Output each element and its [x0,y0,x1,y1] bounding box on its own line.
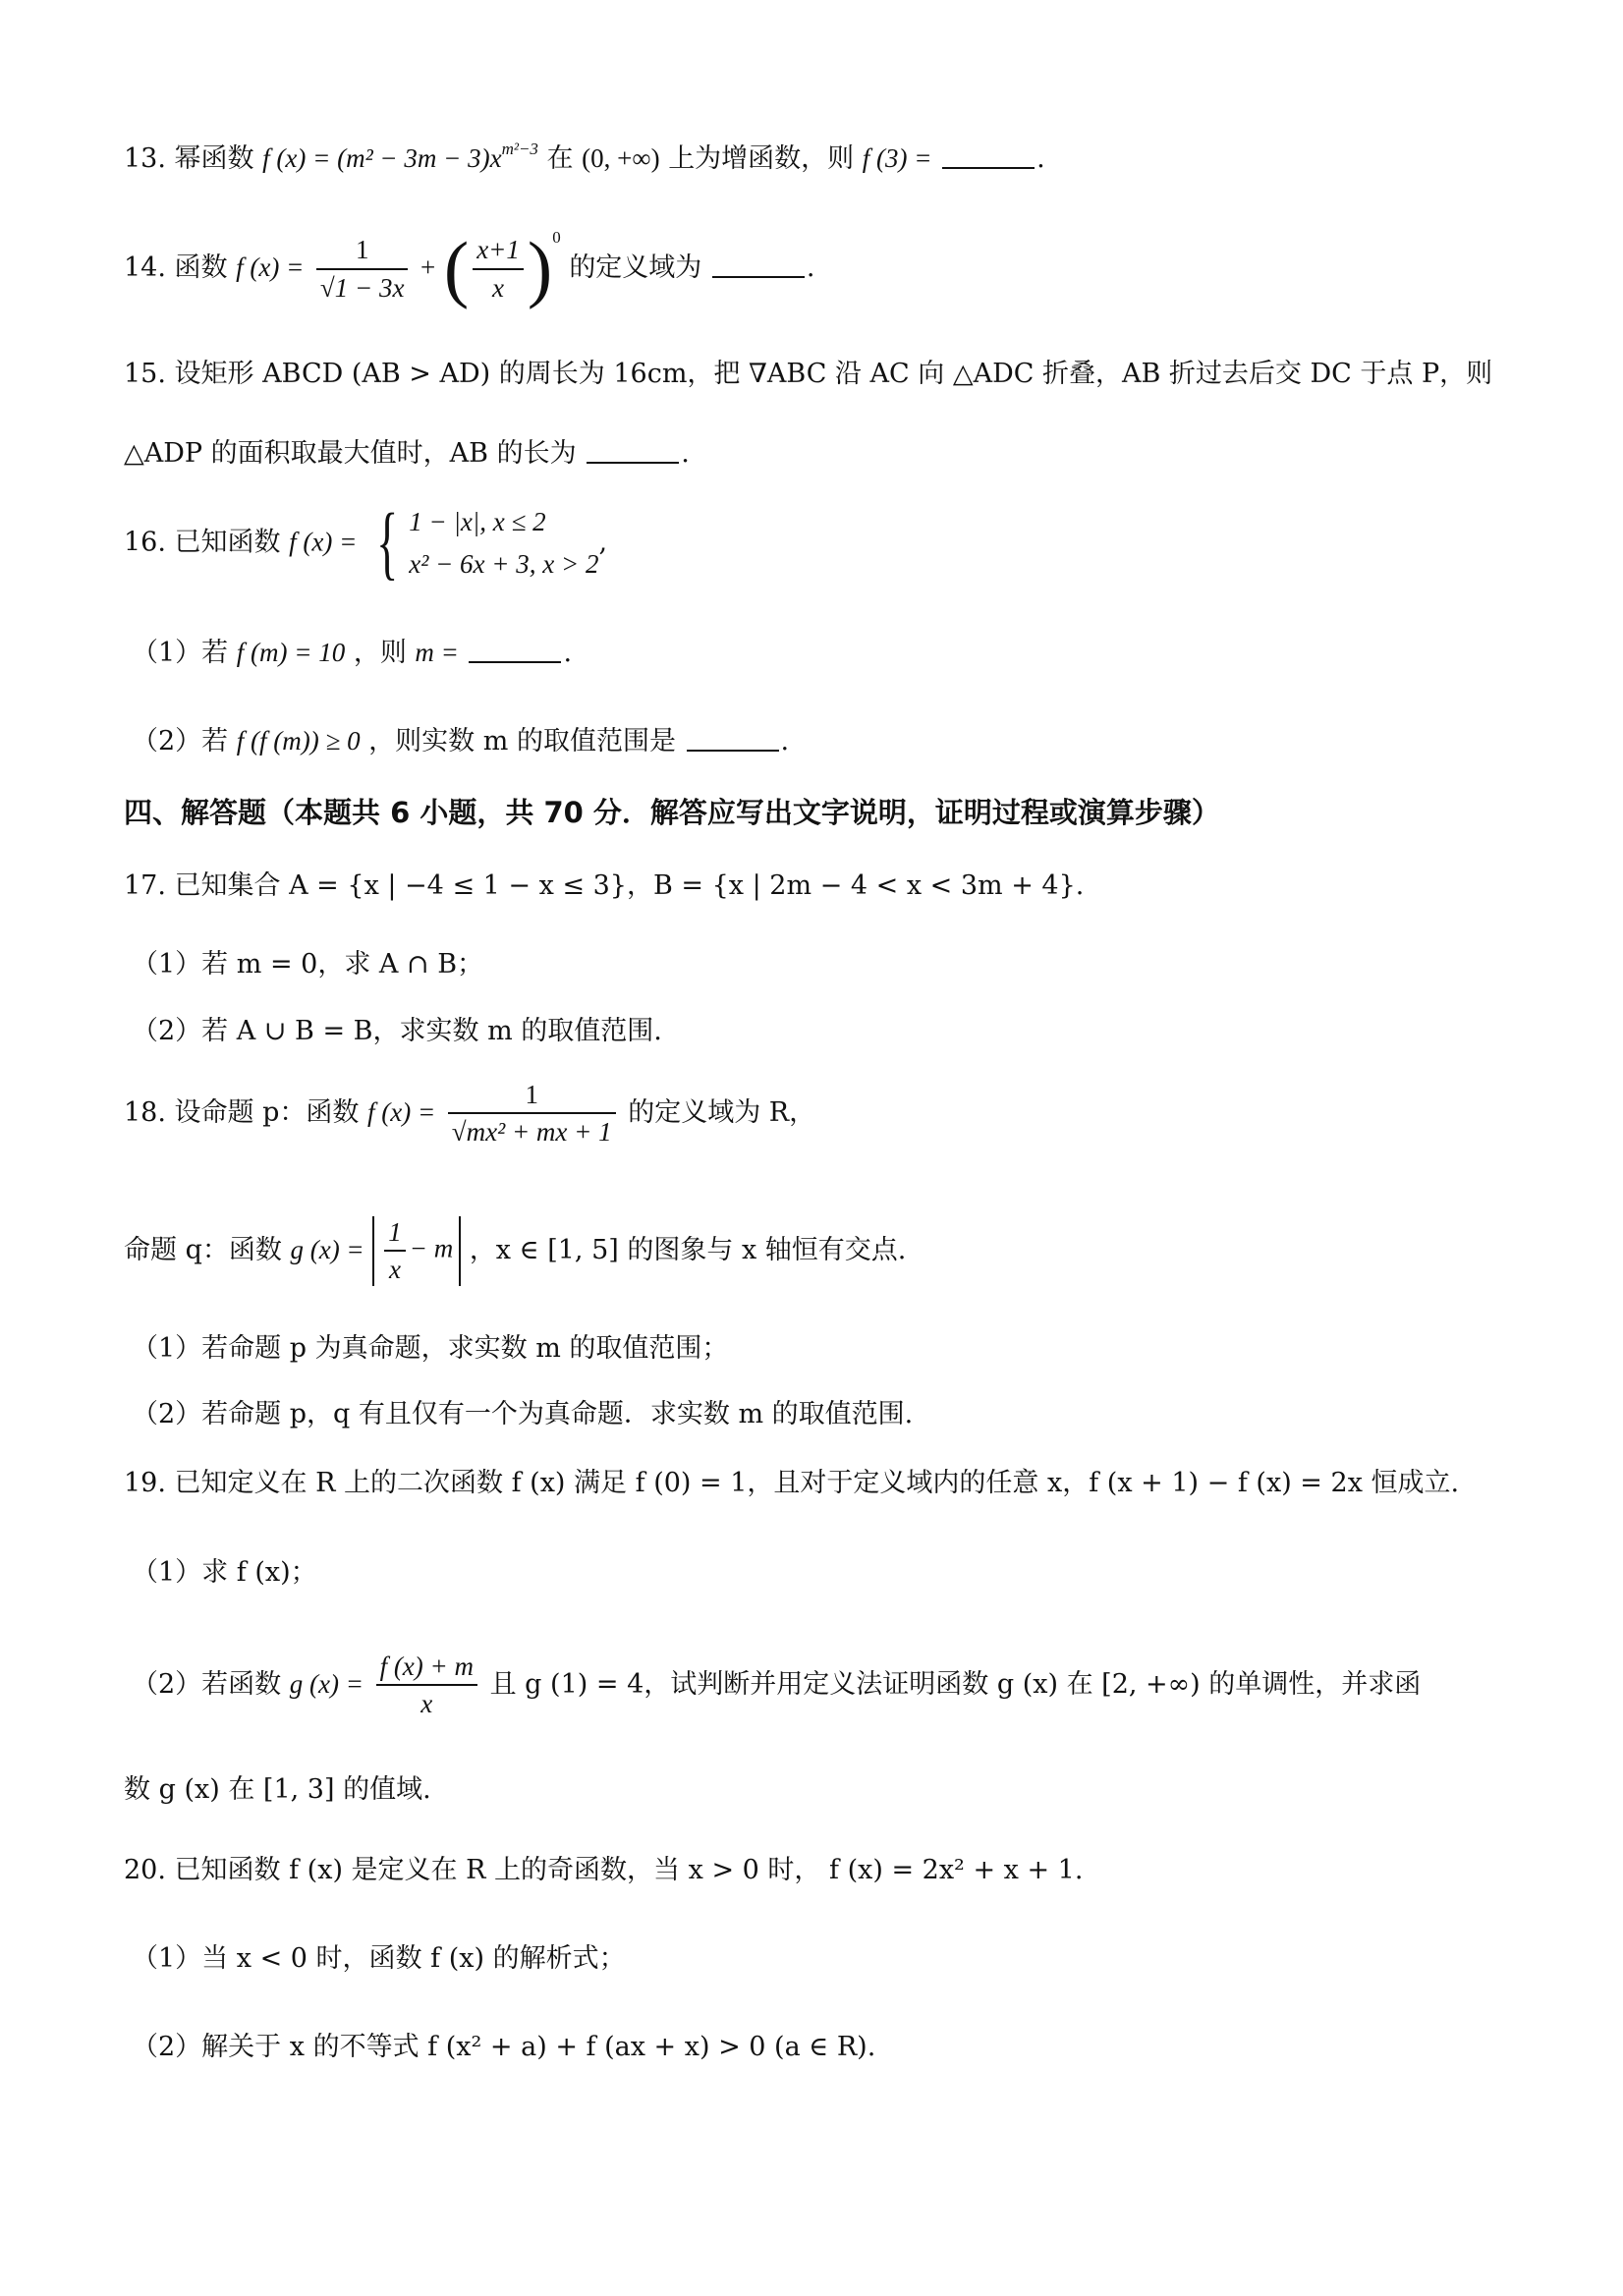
q18-text: 设命题 p：函数 [174,1096,360,1128]
question-19-part-2-cont: 数 g (x) 在 [1, 3] 的值域. [124,1774,431,1805]
q19-g-numerator: f (x) + m [379,1652,474,1681]
q16-part-1-text-2: ，则 [353,638,407,668]
q13-formula: f (x) = (m² − 3m − 3)x [262,143,502,173]
q16-number: 16. [124,527,166,558]
q16-part-2-period: . [780,726,790,756]
question-18-part-1: （1）若命题 p 为真命题，求实数 m 的取值范围； [132,1333,729,1364]
q18-g-lhs: g (x) = [290,1234,364,1264]
q18-text-2: 的定义域为 R， [628,1096,816,1128]
q16-brace: { [375,497,399,589]
q14-fraction-1-numerator: 1 [355,235,369,265]
q19-g-fraction [376,1651,477,1720]
q15-text-2: △ADP 的面积取最大值时，AB 的长为 [124,438,577,469]
q13-number: 13. [124,143,166,174]
question-18-proposition-q [124,1216,906,1286]
question-17-part-2: （2）若 A ∪ B = B，求实数 m 的取值范围. [132,1016,662,1046]
q14-right-paren: ) [527,227,553,310]
q16-case-1: 1 − |x|, x ≤ 2 [409,507,546,536]
q16-part-1-period: . [563,638,573,668]
question-16 [124,497,608,589]
q14-fraction-2-denominator: x [473,268,524,304]
q16-case-2: x² − 6x + 3, x > 2 [409,549,599,580]
question-15-line-2 [124,438,690,470]
question-18 [124,1079,815,1148]
q18-g-numerator: 1 [388,1217,402,1247]
q16-part-2-answer-blank[interactable] [687,730,779,752]
q15-answer-blank[interactable] [587,442,679,464]
q14-left-paren: ( [443,227,470,310]
question-15-line-1 [124,359,1492,390]
q14-fraction-1 [316,234,409,304]
q16-part-1-answer-blank[interactable] [469,642,561,663]
q16-part-1-m: m = [415,638,459,667]
q13-text-3: 上为增函数，则 [668,143,855,174]
question-14 [124,227,815,310]
q18-abs-value [372,1216,461,1286]
q18-fraction [448,1079,616,1148]
q14-lhs: f (x) = [236,252,305,282]
q18-fraction-numerator: 1 [525,1080,538,1109]
q16-part-2-formula: f (f (m)) ≥ 0 [236,726,361,756]
q16-lhs: f (x) = [289,527,358,557]
q16-part-2-text: （2）若 [132,726,229,756]
q16-cases [409,501,598,586]
q19-part-2-text: （2）若函数 [132,1668,282,1700]
q14-period: . [806,252,815,283]
q18-lhs: f (x) = [367,1096,436,1127]
q15-period: . [681,438,690,469]
q13-text: 幂函数 [174,143,254,174]
question-19-part-2 [132,1651,1421,1720]
q14-fraction-1-denominator: √1 − 3x [316,268,409,304]
question-16-part-1 [132,637,572,669]
q14-text: 函数 [174,252,228,283]
q13-f3: f (3) = [862,143,932,173]
q13-text-2: 在 [546,143,574,174]
q18-number: 18. [124,1096,166,1128]
q13-exponent: m²−3 [501,140,538,158]
q14-number: 14. [124,252,166,283]
q16-part-1-text: （1）若 [132,638,229,668]
q16-part-1-formula: f (m) = 10 [236,638,346,667]
q16-text: 已知函数 [174,527,281,558]
question-16-part-2 [132,725,789,757]
q13-answer-blank[interactable] [942,147,1035,169]
q18-fraction-denominator: √mx² + mx + 1 [448,1112,616,1148]
q14-answer-blank[interactable] [712,256,805,278]
section-heading: 四、解答题（本题共 6 小题，共 70 分．解答应写出文字说明，证明过程或演算步骤） [124,796,1220,829]
q18-q-text-2: ，x ∈ [1, 5] 的图象与 x 轴恒有交点. [469,1234,907,1265]
q19-g-denominator: x [376,1684,477,1719]
q18-q-text: 命题 q：函数 [124,1234,282,1265]
question-20-part-1: （1）当 x < 0 时，函数 f (x) 的解析式； [132,1943,626,1974]
question-19: 19. 已知定义在 R 上的二次函数 f (x) 满足 f (0) = 1，且对于定义域内的任意 x，f (x + 1) − f (x) = 2x 恒成立. [124,1468,1460,1498]
q18-g-minus-m: − m [409,1233,454,1263]
q16-comma: , [598,527,608,558]
question-19-part-1: （1）求 f (x)； [132,1557,317,1588]
q15-text: 15. 设矩形 ABCD (AB > AD) 的周长为 16cm，把 ∇ABC 沿 AC 向 △ADC 折叠，AB 折过去后交 DC 于点 P，则 [124,359,1493,389]
q19-g-lhs: g (x) = [289,1668,364,1699]
q14-plus: + [420,252,436,282]
question-20-part-2: （2）解关于 x 的不等式 f (x² + a) + f (ax + x) > 0 (a ∈ R). [132,2032,876,2062]
question-17-part-1: （1）若 m = 0，求 A ∩ B； [132,949,484,980]
q13-period: . [1036,143,1045,174]
question-18-part-2: （2）若命题 p，q 有且仅有一个为真命题．求实数 m 的取值范围. [132,1399,914,1429]
q14-fraction-2-numerator: x+1 [476,235,520,265]
q18-g-fraction [384,1216,406,1286]
q13-interval: (0, +∞) [582,143,660,173]
q19-part-2-text-2: 且 g (1) = 4，试判断并用定义法证明函数 g (x) 在 [2, +∞) 的单调性，并求函 [489,1668,1422,1700]
question-20: 20. 已知函数 f (x) 是定义在 R 上的奇函数，当 x > 0 时， f (x) = 2x² + x + 1. [124,1855,1084,1885]
q14-power: 0 [552,228,561,247]
q18-g-denominator: x [384,1250,406,1285]
question-13 [124,140,1045,175]
q14-text-2: 的定义域为 [569,252,702,283]
q16-part-2-text-2: ，则实数 m 的取值范围是 [368,726,676,756]
q14-fraction-2 [473,234,524,304]
question-17: 17. 已知集合 A = {x | −4 ≤ 1 − x ≤ 3}，B = {x | 2m − 4 < x < 3m + 4}. [124,870,1085,901]
